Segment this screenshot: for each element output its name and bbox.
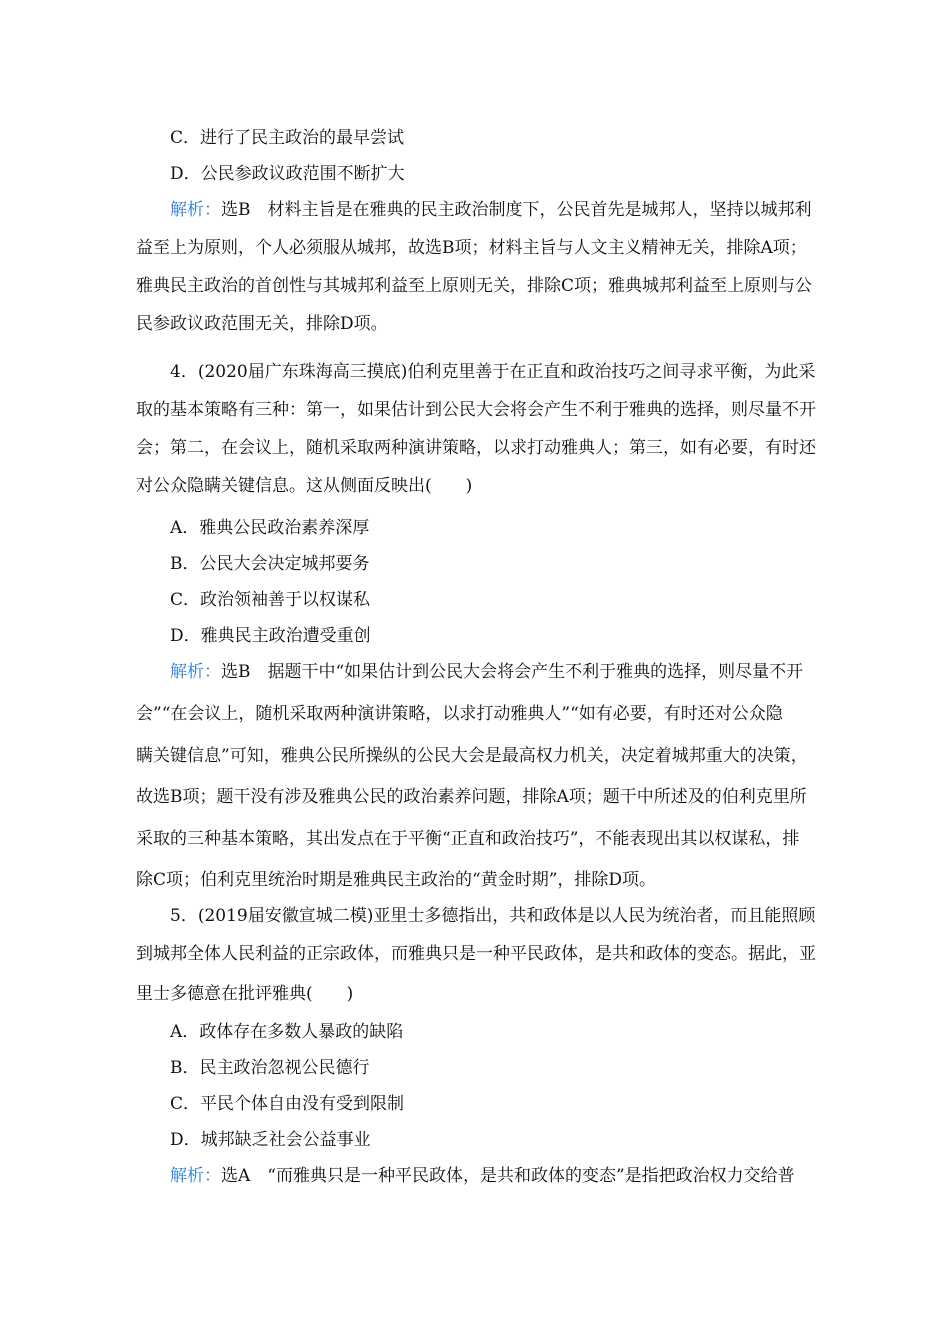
q4-analysis-line: 故选B项；题干没有涉及雅典公民的政治素养问题，排除A项；题干中所述及的伯利克里所 [136,787,807,807]
q3-option-d: D．公民参政议政范围不断扩大 [170,164,405,184]
q5-stem-line: 到城邦全体人民利益的正宗政体，而雅典只是一种平民政体，是共和政体的变态。据此，亚 [136,944,816,964]
analysis-label: 解析： [170,200,221,220]
q4-stem-line: 对公众隐瞒关键信息。这从侧面反映出( ) [136,476,473,496]
analysis-label: 解析： [170,662,221,682]
q4-option-a: A．雅典公民政治素养深厚 [170,518,370,538]
q5-option-b: B．民主政治忽视公民德行 [170,1058,370,1078]
q4-analysis-line: 采取的三种基本策略，其出发点在于平衡“正直和政治技巧”，不能表现出其以权谋私，排 [136,829,800,849]
q4-stem-line: 会；第二，在会议上，随机采取两种演讲策略，以求打动雅典人；第三，如有必要，有时还 [136,438,816,458]
q3-analysis-line: 民参政议政范围无关，排除D项。 [136,314,388,334]
analysis-label: 解析： [170,1166,221,1186]
q4-analysis-line: 解析：选B 据题干中“如果估计到公民大会将会产生不利于雅典的选择，则尽量不开 [170,662,804,682]
q5-option-c: C．平民个体自由没有受到限制 [170,1094,405,1114]
q5-option-a: A．政体存在多数人暴政的缺陷 [170,1022,404,1042]
q4-option-c: C．政治领袖善于以权谋私 [170,590,371,610]
q4-stem-line: 4．(2020届广东珠海高三摸底)伯利克里善于在正直和政治技巧之间寻求平衡，为此采 [170,362,816,382]
q5-option-d: D．城邦缺乏社会公益事业 [170,1130,371,1150]
q3-analysis-line: 雅典民主政治的首创性与其城邦利益至上原则无关，排除C项；雅典城邦利益至上原则与公 [136,276,813,296]
q4-option-d: D．雅典民主政治遭受重创 [170,626,371,646]
q5-stem-line: 里士多德意在批评雅典( ) [136,984,354,1004]
q5-stem-line: 5．(2019届安徽宣城二模)亚里士多德指出，共和政体是以人民为统治者，而且能照顾 [170,906,816,926]
q3-analysis-line: 益至上为原则，个人必须服从城邦，故选B项；材料主旨与人文主义精神无关，排除A项； [136,238,807,258]
q4-analysis-line: 瞒关键信息”可知，雅典公民所操纵的公民大会是最高权力机关，决定着城邦重大的决策， [136,746,808,766]
q4-analysis-line: 会”“在会议上，随机采取两种演讲策略，以求打动雅典人”“如有必要，有时还对公众隐 [136,704,783,724]
q4-analysis-line: 除C项；伯利克里统治时期是雅典民主政治的“黄金时期”，排除D项。 [136,870,657,890]
q5-analysis-line: 解析：选A “而雅典只是一种平民政体，是共和政体的变态”是指把政治权力交给普 [170,1166,795,1186]
q4-option-b: B．公民大会决定城邦要务 [170,554,370,574]
q3-analysis-line: 解析：选B 材料主旨是在雅典的民主政治制度下，公民首先是城邦人，坚持以城邦利 [170,200,812,220]
q3-option-c: C．进行了民主政治的最早尝试 [170,128,405,148]
q4-stem-line: 取的基本策略有三种：第一，如果估计到公民大会将会产生不利于雅典的选择，则尽量不开 [136,400,816,420]
